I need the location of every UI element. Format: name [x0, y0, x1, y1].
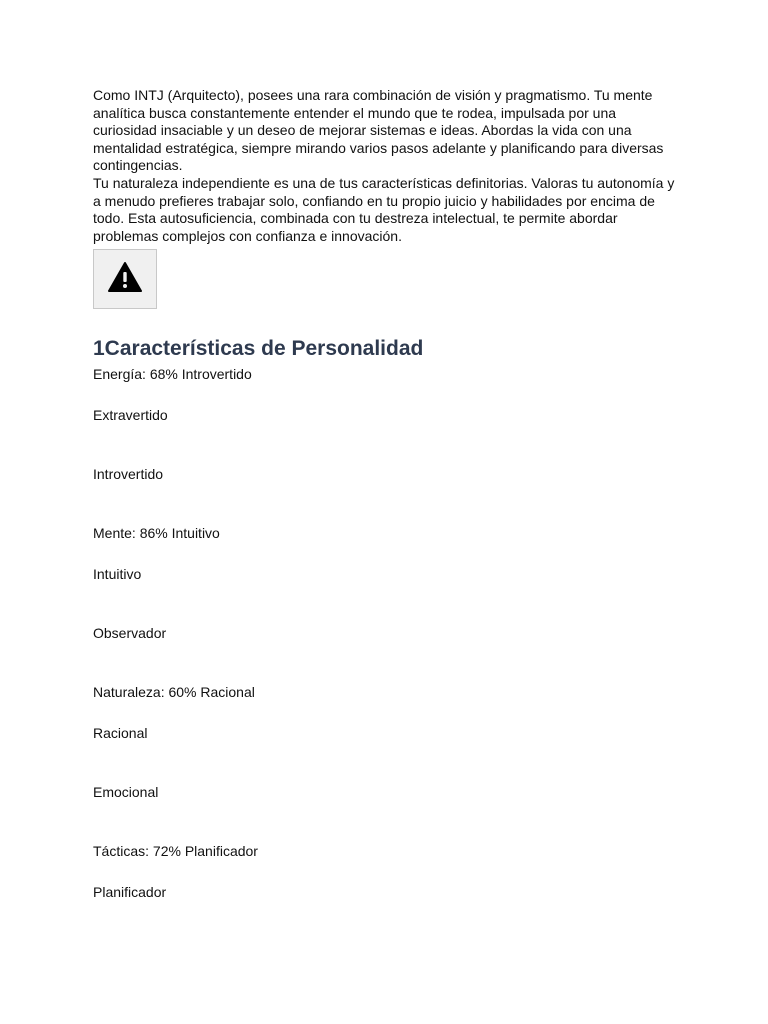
trait-pole-label: Extravertido — [93, 407, 168, 424]
trait-summary-energy: Energía: 68% Introvertido — [93, 366, 252, 383]
trait-pole-label: Observador — [93, 625, 167, 642]
warning-icon — [107, 261, 143, 298]
trait-summary-nature: Naturaleza: 60% Racional — [93, 684, 255, 701]
trait-summary-mind: Mente: 86% Intuitivo — [93, 525, 220, 542]
trait-list — [93, 366, 683, 901]
section-title: 1Características de Personalidad — [93, 337, 424, 361]
document-body — [93, 87, 683, 901]
trait-pole-label: Introvertido — [93, 466, 164, 483]
intro-paragraph: Tu naturaleza independiente es una de tus características definitorias. Valoras tu autonomía y a menudo prefieres trabajar solo, confiando en tu propio juicio y habilidades por encima de todo. Esta autosuficiencia, combinada con tu destreza intelectual, te permite abordar problemas complejos con confianza e innovación. — [93, 174, 675, 244]
trait-pole-label: Racional — [93, 725, 148, 742]
broken-image-placeholder — [93, 249, 157, 309]
trait-pole-label: Planificador — [93, 884, 167, 901]
trait-pole-label: Emocional — [93, 784, 159, 801]
trait-summary-tactics: Tácticas: 72% Planificador — [93, 843, 258, 860]
trait-pole-label: Intuitivo — [93, 566, 142, 583]
intro-paragraph: Como INTJ (Arquitecto), posees una rara combinación de visión y pragmatismo. Tu mente analítica busca constantemente entender el mundo que te rodea, impulsada por una curiosidad insaciable y un deseo de mejorar sistemas e ideas. Abordas la vida con una mentalidad estratégica, siempre mirando varios pasos adelante y planificando para diversas contingencias. — [93, 87, 664, 174]
